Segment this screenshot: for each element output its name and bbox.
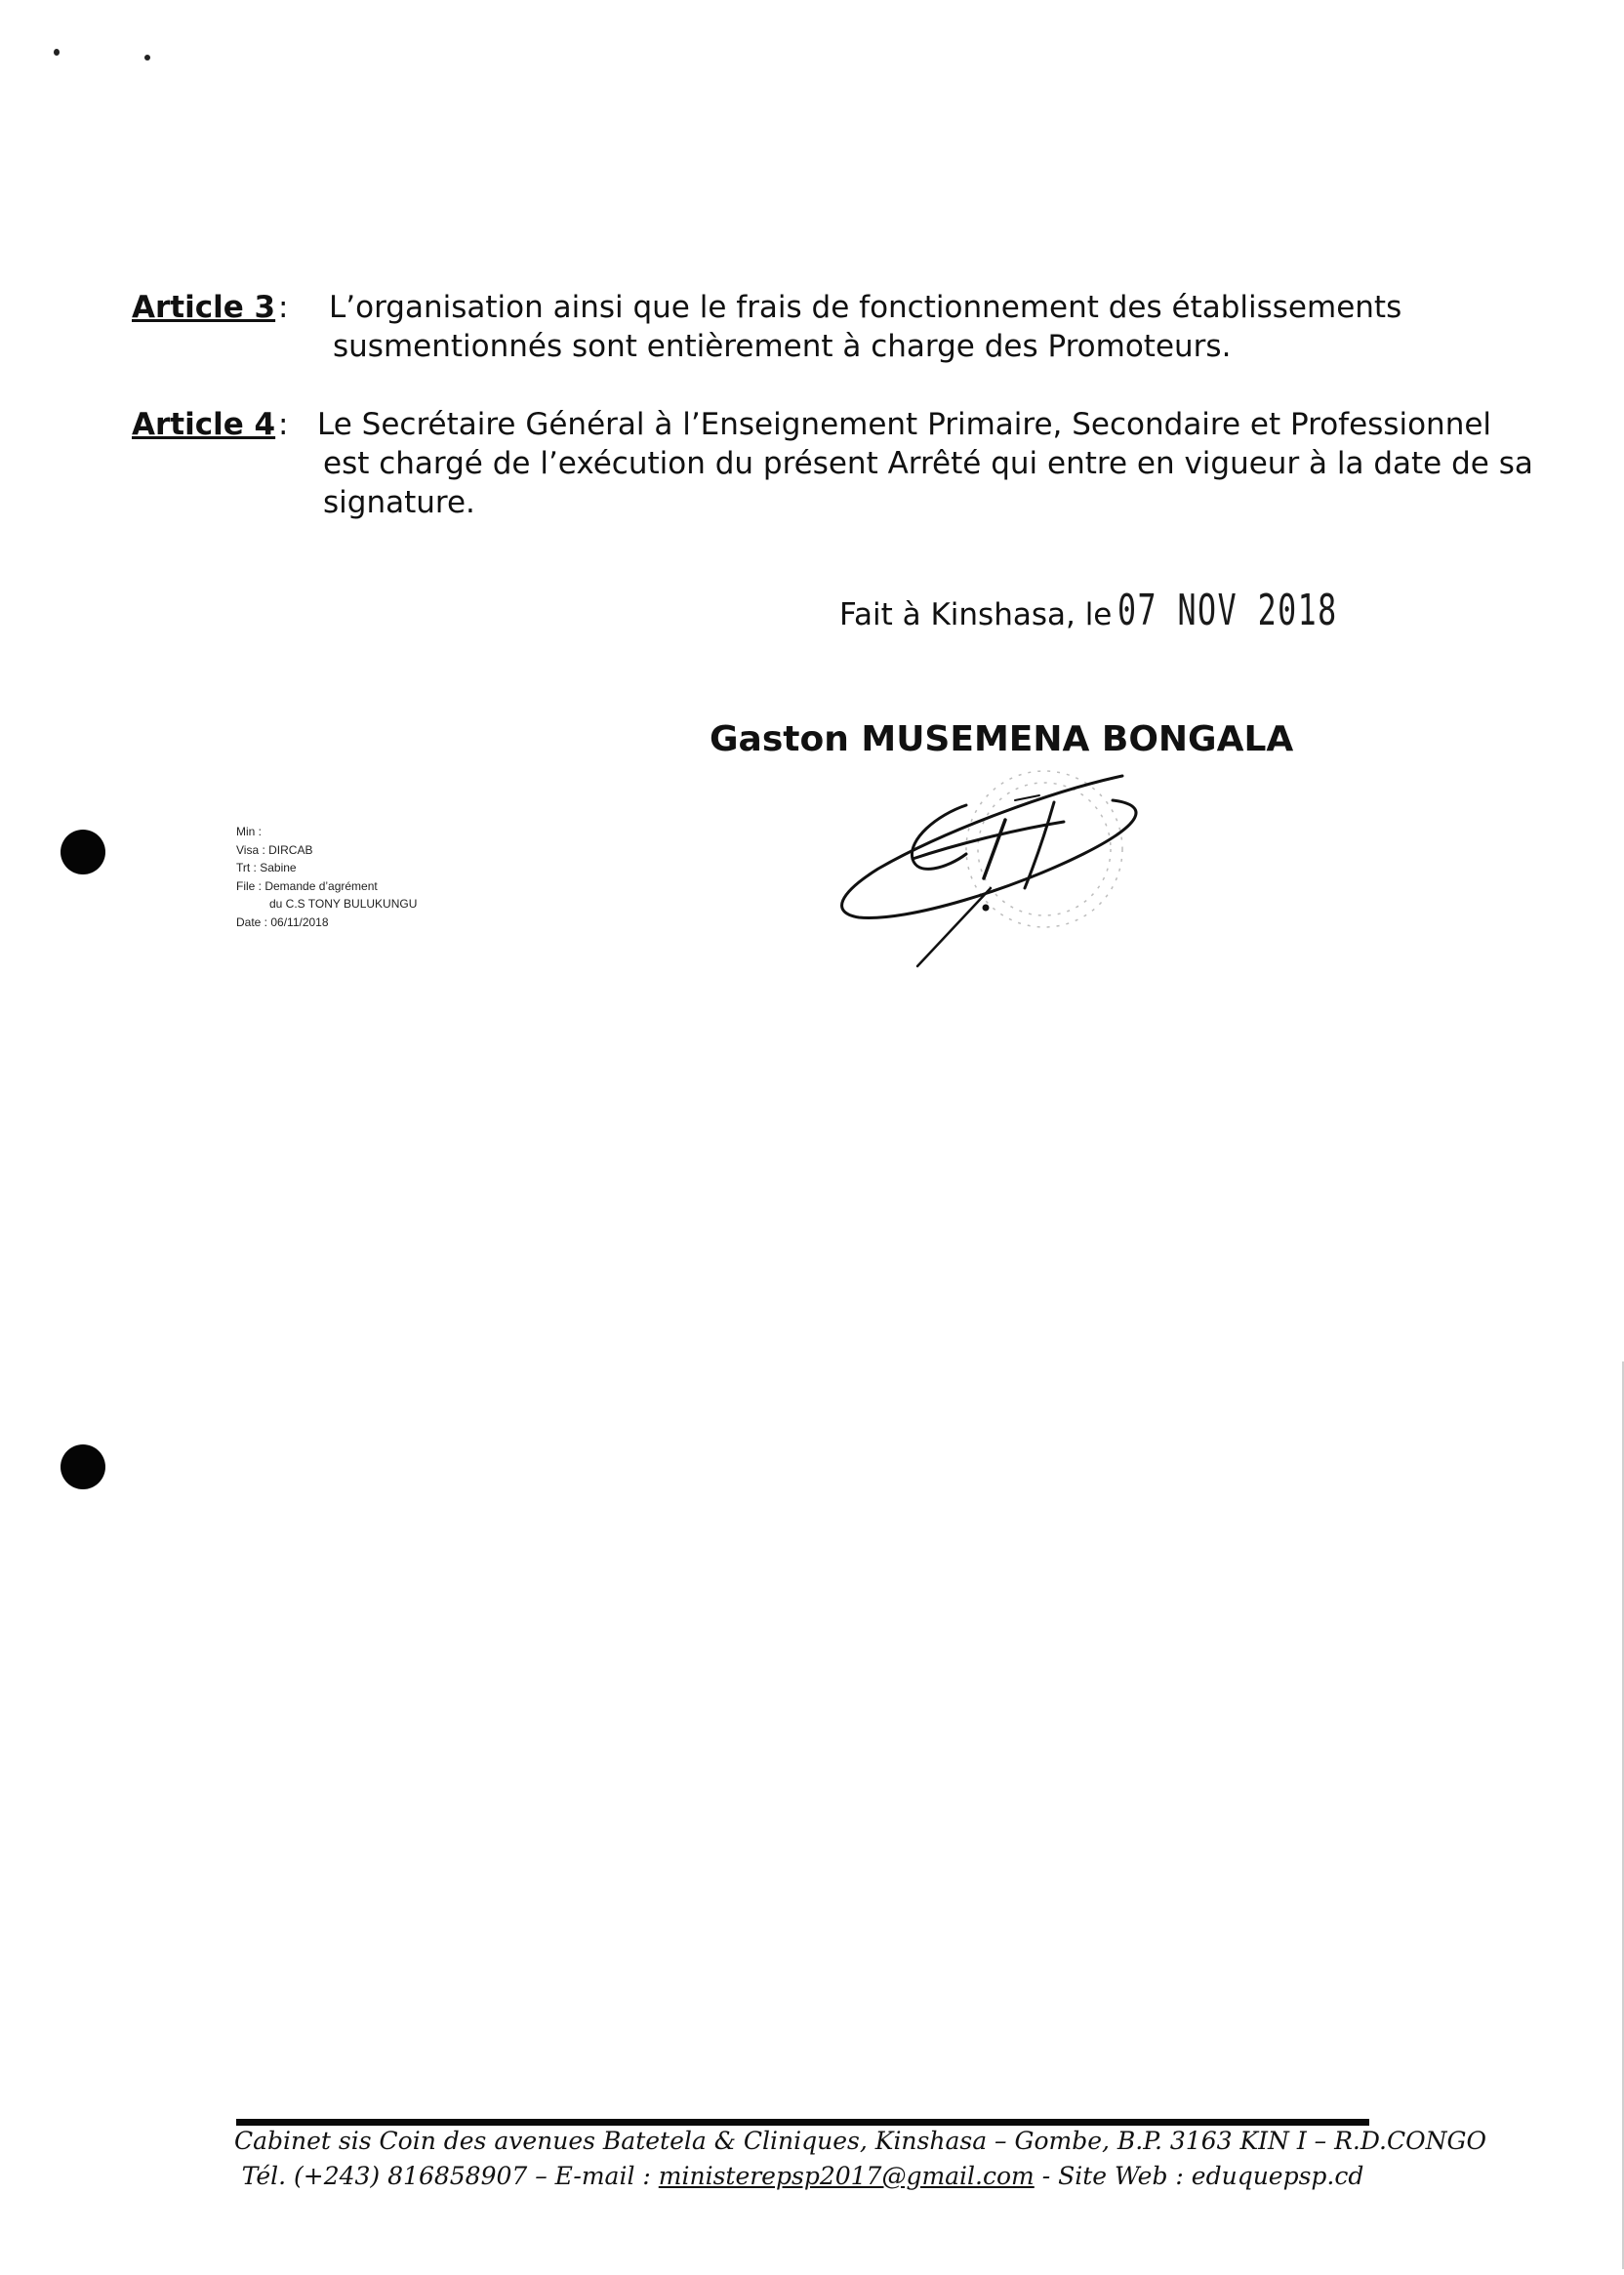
ref-min: Min :	[236, 825, 263, 838]
article-line: Le Secrétaire Général à l’Enseignement Primaire, Secondaire et Professionnel	[317, 407, 1492, 442]
article-line: est chargé de l’exécution du présent Arrêté qui entre en vigueur à la date de sa	[323, 446, 1533, 481]
footer-contact	[234, 2159, 1371, 2194]
footer-tel: Tél. (+243) 816858907 – E-mail :	[241, 2162, 651, 2190]
punch-hole-bottom	[61, 1444, 105, 1489]
reference-block	[236, 823, 417, 931]
article-line: L’organisation ainsi que le frais de fonctionnement des établissements	[329, 290, 1402, 325]
footer	[234, 2124, 1486, 2194]
scan-speck	[54, 49, 60, 56]
ref-date: Date : 06/11/2018	[236, 914, 329, 929]
ref-file-continued: du C.S TONY BULUKUNGU	[269, 897, 418, 911]
handwritten-signature	[820, 761, 1288, 995]
article-label: Article 4	[132, 407, 276, 442]
footer-address: Cabinet sis Coin des avenues Batetela & Cliniques, Kinshasa – Gombe, B.P. 3163 KIN I – R.D.CONGO	[234, 2127, 1486, 2155]
footer-website: - Site Web : eduquepsp.cd	[1041, 2162, 1364, 2190]
article-body	[329, 288, 1401, 366]
punch-hole-top	[61, 830, 105, 874]
article-line: signature.	[323, 485, 475, 520]
article-colon: :	[278, 290, 289, 325]
signatory-name: Gaston MUSEMENA BONGALA	[710, 719, 1294, 759]
ref-visa: Visa : DIRCAB	[236, 842, 313, 857]
article-label: Article 3	[132, 290, 276, 325]
article-line: susmentionnés sont entièrement à charge des Promoteurs.	[333, 329, 1232, 364]
scan-speck	[144, 55, 150, 61]
article-colon: :	[278, 407, 289, 442]
ref-file: File : Demande d’agrément	[236, 878, 378, 893]
ref-trt: Trt : Sabine	[236, 861, 297, 874]
place-date-label: Fait à Kinshasa, le	[839, 597, 1113, 632]
footer-email-link[interactable]: ministerepsp2017@gmail.com	[658, 2162, 1035, 2190]
date-stamp: 07 NOV 2018	[1117, 586, 1338, 635]
article-body	[317, 405, 1533, 522]
